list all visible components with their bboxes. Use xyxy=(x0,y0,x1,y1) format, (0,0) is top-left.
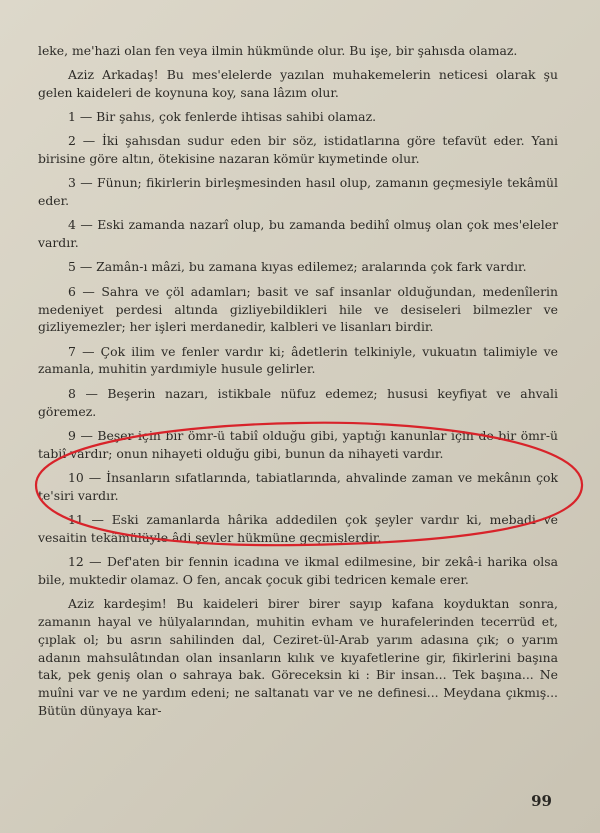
page-body xyxy=(38,42,558,726)
page-number: 99 xyxy=(531,792,552,810)
paragraph-0: leke, me'hazi olan fen veya ilmin hükmünde olur. Bu işe, bir şahısda olamaz. xyxy=(38,43,518,58)
rule-2: 2 — İki şahısdan sudur eden bir söz, istidatlarına göre tefavüt eder. Yani birisine göre altın, ötekisine nazaran kömür kıymetinde olur. xyxy=(38,133,558,166)
rule-7: 7 — Çok ilim ve fenler vardır ki; âdetlerin telkiniyle, vukuatın talimiyle ve zamanla, muhitin yardımiyle husule gelirler. xyxy=(38,343,558,377)
paragraph-1: Aziz Arkadaş! Bu mes'elelerde yazılan muhakemelerin neticesi olarak şu gelen kaideleri de koynuna koy, sana lâzım olur. xyxy=(38,66,558,100)
rule-10: 10 — İnsanların sıfatlarında, tabiatlarında, ahvalinde zaman ve mekânın çok te'siri vardır. xyxy=(38,469,558,503)
rule-3: 3 — Fünun; fikirlerin birleşmesinden hasıl olup, zamanın geçmesiyle tekâmül eder. xyxy=(38,175,558,209)
rule-5: 5 — Zamân-ı mâzi, bu zamana kıyas edilemez; aralarında çok fark vardır. xyxy=(68,259,527,275)
rule-11: 11 — Eski zamanlarda hârika addedilen çok şeyler vardır ki, mebadi ve vesaitin tekâmülüyle âdi şeyler hükmüne geçmişlerdir. xyxy=(38,512,558,545)
rule-4: 4 — Eski zamanda nazarî olup, bu zamanda bedihî olmuş olan çok mes'eleler vardır. xyxy=(38,217,558,251)
rule-8: 8 — Beşerin nazarı, istikbale nüfuz edemez; hususi keyfiyat ve ahvali göremez. xyxy=(38,385,558,419)
rule-12: 12 — Def'aten bir fennin icadına ve ikmal edilmesine, bir zekâ-i harika olsa bile, muktedir olamaz. O fen, ancak çocuk gibi tedricen kemale erer. xyxy=(38,554,558,587)
rule-1: 1 — Bir şahıs, çok fenlerde ihtisas sahibi olamaz. xyxy=(68,108,377,124)
rule-9-highlighted: 9 — Beşer için bir ömr-ü tabiî olduğu gibi, yaptığı kanunlar için de bir ömr-ü tabiî vardır; onun nihayeti olduğu gibi, bunun da nihayeti vardır. xyxy=(38,427,558,461)
closing-paragraph: Aziz kardeşim! Bu kaideleri birer birer sayıp kafana koyduktan sonra, zamanın hayal ve hülyalarından, muhitin evham ve hurafelerinden tecerrüd et, çıplak ol; bu asrın sahilinden dal, Ceziret-ül-Arab yarım adasına çık; o yarım adanın mahsulâtından olan insanların kılık ve kıyafetlerine gir, fikirlerini başına tak, pek geniş olan o sahraya bak. Göreceksin ki : Bir insan... Tek başına... Ne muîni var ve ne yardım edeni; ne saltanatı var ve ne definesi... Meydana çıkmış... Bütün dünyaya kar- xyxy=(38,596,558,718)
rule-6: 6 — Sahra ve çöl adamları; basit ve saf insanlar olduğundan, medenîlerin medeniyet perdesi altında gizliyebildikleri hile ve desiseleri bilmezler ve gizliyemezler; her işleri merdanedir, kalbleri ve lisanları birdir. xyxy=(38,283,558,335)
